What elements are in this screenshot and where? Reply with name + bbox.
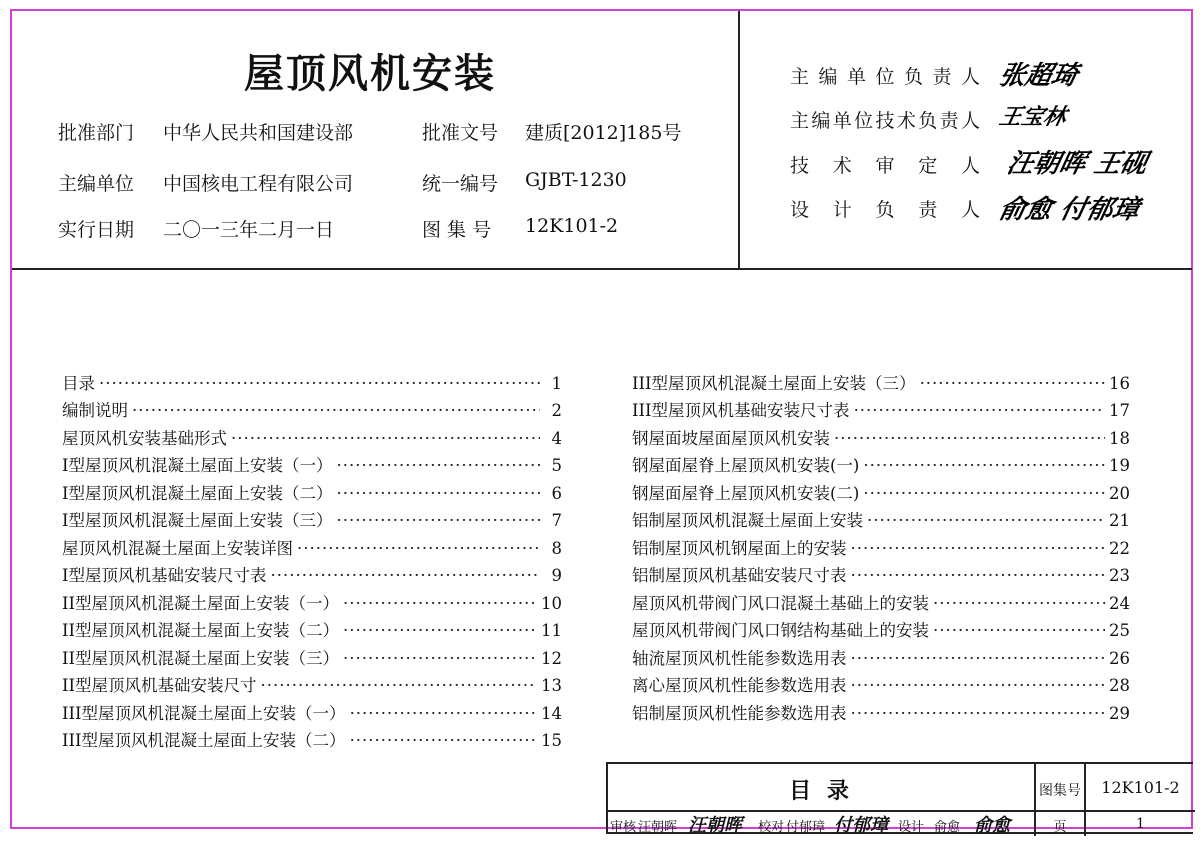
toc-leader-dots bbox=[851, 649, 1106, 669]
toc-item-page: 23 bbox=[1109, 566, 1130, 585]
toc-leader-dots bbox=[99, 374, 540, 394]
toc-leader-dots bbox=[350, 731, 537, 751]
toc-item[interactable] bbox=[62, 586, 562, 614]
toc-item-page: 5 bbox=[551, 456, 562, 475]
toc-item[interactable] bbox=[632, 421, 1130, 449]
toc-item[interactable] bbox=[62, 366, 562, 394]
toc-item-page: 11 bbox=[541, 621, 562, 640]
toc-item-title: 屋顶风机带阀门风口混凝土基础上的安装 bbox=[632, 593, 929, 613]
responsible-row bbox=[790, 62, 980, 89]
title-block bbox=[606, 762, 1193, 834]
header-divider bbox=[738, 11, 740, 269]
review-label: 审核 bbox=[610, 820, 637, 835]
toc-right-column bbox=[632, 366, 1130, 724]
toc-leader-dots bbox=[933, 621, 1105, 641]
toc-item-title: 编制说明 bbox=[62, 401, 128, 420]
signature-design-lead: 俞愈 付郁璋 bbox=[996, 195, 1142, 225]
toc-item-page: 18 bbox=[1109, 428, 1130, 448]
toc-item-title: I型屋顶风机混凝土屋面上安装（三） bbox=[62, 511, 333, 530]
toc-leader-dots bbox=[851, 539, 1106, 559]
toc-leader-dots bbox=[350, 704, 537, 724]
sheet-title: 目 录 bbox=[789, 778, 853, 804]
toc-item-page: 25 bbox=[1109, 621, 1130, 640]
toc-leader-dots bbox=[933, 594, 1105, 614]
toc-item[interactable] bbox=[632, 504, 1130, 532]
toc-leader-dots bbox=[231, 429, 540, 449]
toc-item-title: II型屋顶风机混凝土屋面上安装（三） bbox=[62, 648, 340, 668]
toc-item[interactable] bbox=[62, 504, 562, 532]
toc-item-page: 16 bbox=[1109, 373, 1130, 393]
toc-item-page: 29 bbox=[1109, 703, 1130, 723]
toc-item-title: 铝制屋顶风机钢屋面上的安装 bbox=[632, 538, 847, 558]
toc-leader-dots bbox=[863, 484, 1105, 504]
toc-leader-dots bbox=[851, 676, 1106, 696]
toc-item-title: II型屋顶风机基础安装尺寸 bbox=[62, 676, 257, 695]
toc-item-page: 12 bbox=[541, 648, 562, 668]
toc-item[interactable] bbox=[632, 394, 1130, 422]
design-signature: 俞愈 bbox=[974, 815, 1010, 836]
toc-item-title: I型屋顶风机基础安装尺寸表 bbox=[62, 566, 267, 585]
toc-item[interactable] bbox=[632, 476, 1130, 504]
toc-leader-dots bbox=[851, 566, 1106, 586]
toc-item-page: 20 bbox=[1109, 483, 1130, 503]
toc-left-column bbox=[62, 366, 562, 751]
toc-leader-dots bbox=[271, 566, 540, 586]
toc-item-page: 14 bbox=[541, 703, 562, 723]
toc-item[interactable] bbox=[62, 669, 562, 697]
toc-item-page: 15 bbox=[541, 731, 562, 750]
responsible-row bbox=[790, 106, 980, 133]
toc-item-page: 19 bbox=[1109, 456, 1130, 475]
toc-item[interactable] bbox=[632, 614, 1130, 642]
toc-item-title: III型屋顶风机混凝土屋面上安装（一） bbox=[62, 703, 346, 723]
toc-leader-dots bbox=[337, 511, 540, 531]
toc-item-page: 10 bbox=[541, 593, 562, 613]
toc-item-title: II型屋顶风机混凝土屋面上安装（一） bbox=[62, 593, 340, 613]
page-title: 屋顶风机安装 bbox=[244, 50, 496, 97]
toc-leader-dots bbox=[337, 456, 540, 476]
toc-leader-dots bbox=[261, 676, 537, 696]
toc-item[interactable] bbox=[632, 531, 1130, 559]
editor-unit-value: 中国核电工程有限公司 bbox=[163, 173, 354, 195]
toc-leader-dots bbox=[343, 649, 537, 669]
review-name: 汪朝晖 bbox=[638, 820, 678, 835]
unified-code-label: 统一编号 bbox=[422, 173, 499, 195]
toc-item-title: 离心屋顶风机性能参数选用表 bbox=[632, 676, 847, 695]
toc-leader-dots bbox=[343, 621, 537, 641]
toc-item-page: 22 bbox=[1109, 538, 1130, 558]
responsible-label: 技术审定人 bbox=[790, 155, 980, 177]
toc-item-title: 钢屋面屋脊上屋顶风机安装(二) bbox=[632, 483, 860, 503]
signature-chief-unit: 张超琦 bbox=[996, 61, 1081, 91]
toc-item-page: 13 bbox=[541, 676, 562, 695]
approval-dept-value: 中华人民共和国建设部 bbox=[163, 122, 354, 144]
page-value: 1 bbox=[1136, 816, 1145, 832]
toc-item[interactable] bbox=[632, 641, 1130, 669]
toc-item-title: III型屋顶风机基础安装尺寸表 bbox=[632, 401, 850, 420]
responsible-row bbox=[790, 195, 980, 222]
toc-item-title: 铝制屋顶风机基础安装尺寸表 bbox=[632, 566, 847, 585]
toc-item-title: 铝制屋顶风机混凝土屋面上安装 bbox=[632, 511, 863, 530]
toc-item-page: 17 bbox=[1109, 401, 1130, 420]
approval-dept-label: 批准部门 bbox=[58, 122, 135, 144]
toc-item[interactable] bbox=[62, 421, 562, 449]
signature-tech-review: 汪朝晖 王砚 bbox=[1004, 149, 1150, 179]
responsible-label: 主编单位技术负责人 bbox=[790, 110, 980, 132]
approval-doc-value: 建质[2012]185号 bbox=[525, 122, 682, 144]
toc-item-title: II型屋顶风机混凝土屋面上安装（二） bbox=[62, 621, 340, 640]
page-label: 页 bbox=[1053, 820, 1067, 835]
toc-item[interactable] bbox=[62, 614, 562, 642]
toc-item-page: 8 bbox=[551, 538, 562, 558]
effective-date-value: 二〇一三年二月一日 bbox=[163, 219, 335, 241]
toc-leader-dots bbox=[920, 374, 1105, 394]
design-name: 俞愈 bbox=[934, 820, 961, 835]
toc-item-page: 7 bbox=[551, 511, 562, 530]
atlas-number-value: 12K101-2 bbox=[525, 215, 619, 237]
toc-leader-dots bbox=[337, 484, 540, 504]
toc-item-title: 轴流屋顶风机性能参数选用表 bbox=[632, 648, 847, 668]
toc-item-title: I型屋顶风机混凝土屋面上安装（一） bbox=[62, 456, 333, 475]
toc-leader-dots bbox=[343, 594, 537, 614]
toc-item[interactable] bbox=[62, 476, 562, 504]
toc-leader-dots bbox=[132, 401, 540, 421]
toc-item[interactable] bbox=[62, 449, 562, 477]
toc-item[interactable] bbox=[632, 586, 1130, 614]
header-rule bbox=[12, 268, 1192, 270]
atlas-value: 12K101-2 bbox=[1101, 778, 1180, 797]
responsible-row bbox=[790, 151, 980, 178]
toc-item[interactable] bbox=[62, 724, 562, 752]
toc-item-page: 21 bbox=[1109, 511, 1130, 530]
effective-date-label: 实行日期 bbox=[58, 219, 135, 241]
toc-item-title: 铝制屋顶风机性能参数选用表 bbox=[632, 703, 847, 723]
atlas-label: 图集号 bbox=[1039, 783, 1081, 799]
toc-item[interactable] bbox=[62, 531, 562, 559]
toc-item[interactable] bbox=[632, 449, 1130, 477]
toc-item-title: III型屋顶风机混凝土屋面上安装（三） bbox=[632, 373, 916, 393]
toc-item[interactable] bbox=[632, 366, 1130, 394]
toc-item-title: 屋顶风机混凝土屋面上安装详图 bbox=[62, 538, 293, 558]
check-name: 付郁璋 bbox=[786, 820, 826, 835]
toc-item-page: 9 bbox=[551, 566, 562, 585]
toc-item[interactable] bbox=[632, 696, 1130, 724]
responsible-label: 主编单位负责人 bbox=[790, 66, 980, 88]
responsible-label: 设计负责人 bbox=[790, 199, 980, 221]
toc-item[interactable] bbox=[62, 696, 562, 724]
toc-item-page: 1 bbox=[551, 373, 562, 393]
toc-item-title: 钢屋面坡屋面屋顶风机安装 bbox=[632, 428, 830, 448]
toc-item-page: 26 bbox=[1109, 648, 1130, 668]
toc-item-title: 屋顶风机安装基础形式 bbox=[62, 428, 227, 448]
toc-leader-dots bbox=[867, 511, 1105, 531]
toc-leader-dots bbox=[863, 456, 1105, 476]
toc-leader-dots bbox=[834, 429, 1105, 449]
toc-item-title: I型屋顶风机混凝土屋面上安装（二） bbox=[62, 483, 333, 503]
unified-code-value: GJBT-1230 bbox=[525, 169, 627, 191]
review-signature: 汪朝晖 bbox=[688, 815, 742, 836]
toc-item-title: 屋顶风机带阀门风口钢结构基础上的安装 bbox=[632, 621, 929, 640]
editor-unit-label: 主编单位 bbox=[58, 173, 135, 195]
toc-item-page: 24 bbox=[1109, 593, 1130, 613]
toc-item-title: III型屋顶风机混凝土屋面上安装（二） bbox=[62, 731, 346, 750]
check-label: 校对 bbox=[758, 820, 785, 835]
toc-item-page: 6 bbox=[551, 483, 562, 503]
toc-item[interactable] bbox=[62, 559, 562, 587]
toc-item[interactable] bbox=[632, 559, 1130, 587]
toc-item[interactable] bbox=[632, 669, 1130, 697]
toc-item-page: 2 bbox=[551, 401, 562, 420]
toc-leader-dots bbox=[851, 704, 1106, 724]
toc-leader-dots bbox=[297, 539, 540, 559]
toc-item-page: 4 bbox=[551, 428, 562, 448]
approval-doc-label: 批准文号 bbox=[422, 122, 499, 144]
toc-item-page: 28 bbox=[1109, 676, 1130, 695]
check-signature: 付郁璋 bbox=[834, 815, 888, 836]
toc-item-title: 目录 bbox=[62, 373, 95, 393]
toc-item-title: 钢屋面屋脊上屋顶风机安装(一) bbox=[632, 456, 860, 475]
toc-item[interactable] bbox=[62, 641, 562, 669]
atlas-number-label: 图 集 号 bbox=[422, 219, 492, 241]
toc-item[interactable] bbox=[62, 394, 562, 422]
signature-tech-chief: 王宝林 bbox=[996, 104, 1069, 130]
design-label: 设计 bbox=[898, 820, 925, 835]
toc-leader-dots bbox=[854, 401, 1105, 421]
